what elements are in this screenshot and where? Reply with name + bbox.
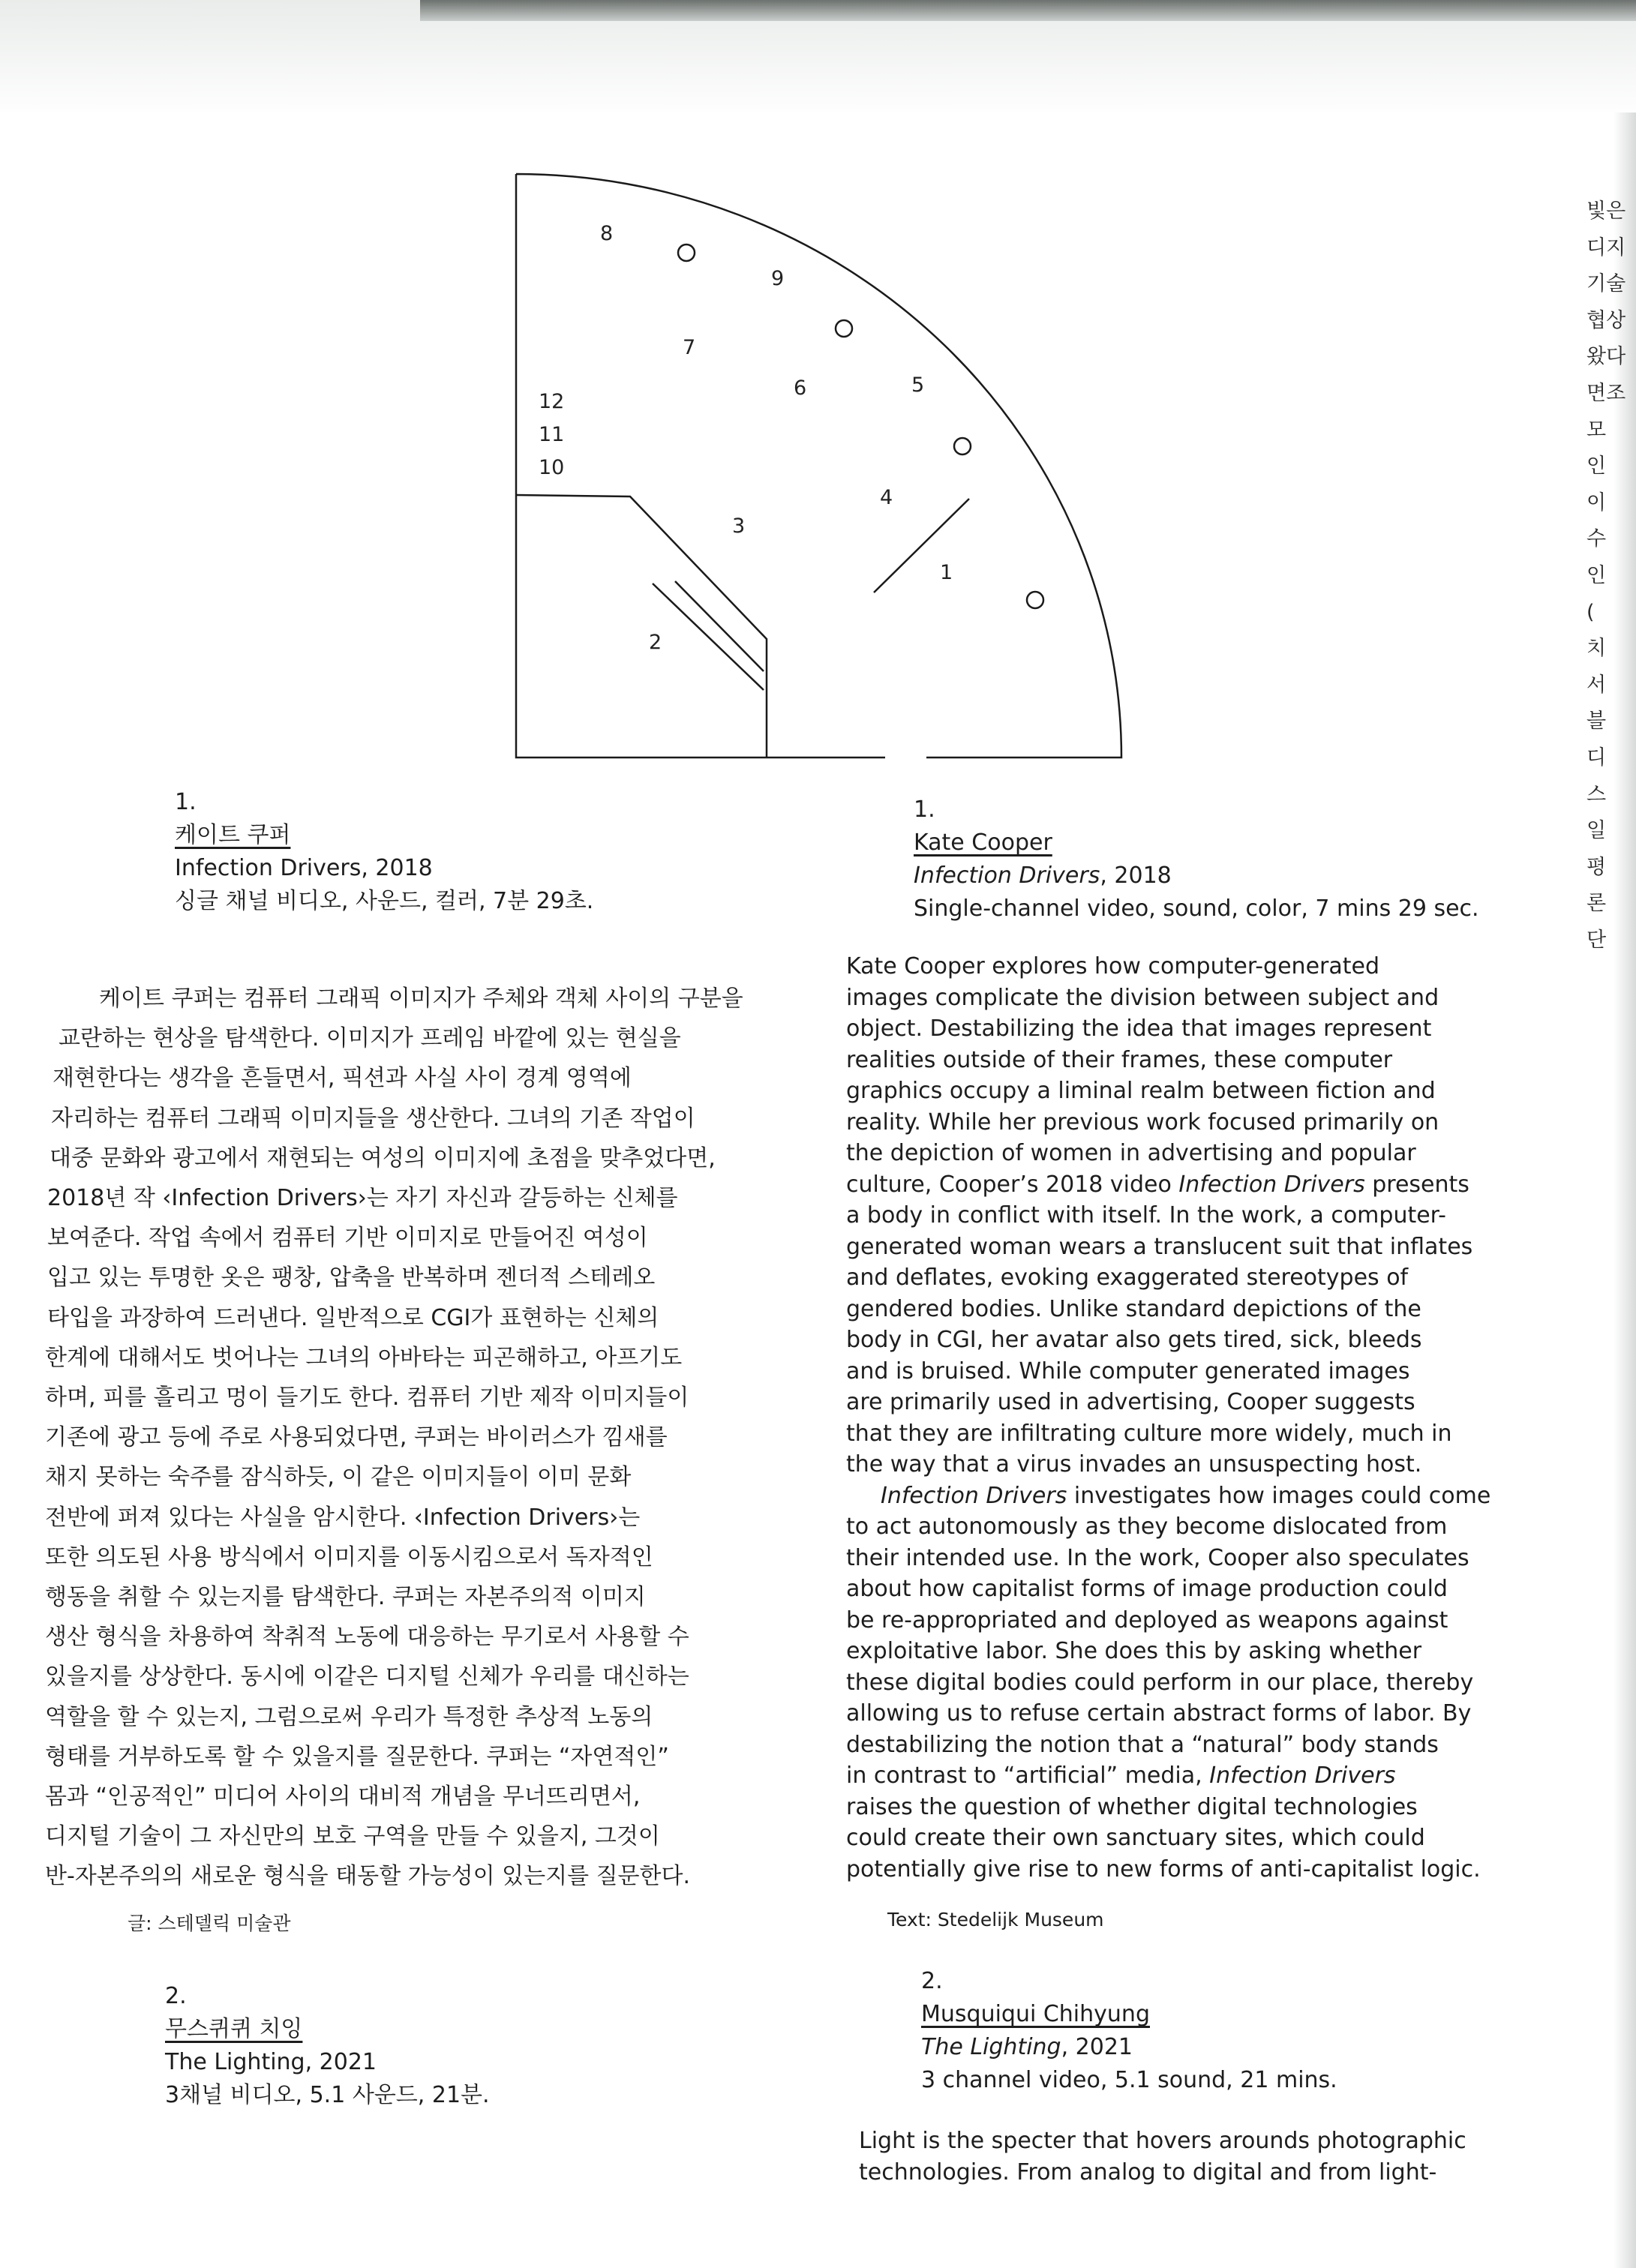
kor-line: 채지 못하는 숙주를 잠식하듯, 이 같은 이미지들이 이미 문화	[45, 1464, 632, 1491]
edge-fragment: (	[1586, 600, 1595, 624]
caption-artist: 무스퀴퀴 치잉	[165, 2016, 303, 2042]
kor-line: 또한 의도된 사용 방식에서 이미지를 이동시킴으로서 독자적인	[45, 1544, 653, 1570]
kor-line: 전반에 퍼져 있다는 사실을 암시한다. ‹Infection Drivers›는	[45, 1504, 641, 1531]
caption-year: , 2021	[1061, 2034, 1133, 2060]
plan-label-5: 5	[911, 374, 925, 397]
plan-diagonal-wall-c	[874, 499, 969, 592]
caption-title-line	[914, 860, 1479, 892]
plan-label-4: 4	[880, 486, 893, 509]
caption-title: Infection Drivers	[914, 862, 1100, 889]
eng-line: could create their own sanctuary sites, which could	[846, 1825, 1425, 1851]
next-page-edge-text	[1586, 194, 1631, 958]
kor-line: 재현한다는 생각을 흔들면서, 픽션과 사실 사이 경계 영역에	[53, 1065, 632, 1092]
plan-label-7: 7	[683, 336, 696, 359]
caption-number: 1.	[175, 789, 197, 815]
caption-details: Single-channel video, sound, color, 7 mins 29 sec.	[914, 896, 1479, 922]
kor-credit: 글: 스테델릭 미술관	[128, 1912, 291, 1934]
caption-details: 3채널 비디오, 5.1 사운드, 21분.	[165, 2082, 490, 2108]
eng-inline-title: Infection Drivers	[1178, 1171, 1365, 1198]
kor-line: 몸과 “인공적인” 미디어 사이의 대비적 개념을 무너뜨리면서,	[45, 1784, 641, 1810]
edge-fragment: 왔다	[1586, 345, 1626, 369]
kor-line: 형태를 거부하도록 할 수 있을지를 질문한다. 쿠퍼는 “자연적인”	[45, 1743, 669, 1770]
eng-line: Kate Cooper explores how computer-generated	[846, 953, 1380, 980]
kor-line: 자리하는 컴퓨터 그래픽 이미지들을 생산한다. 그녀의 기존 작업이	[51, 1105, 695, 1132]
eng-credit: Text: Stedelijk Museum	[887, 1909, 1104, 1930]
kor-line: 타입을 과장하여 드러낸다. 일반적으로 CGI가 표현하는 신체의	[47, 1304, 659, 1331]
edge-fragment: 평	[1586, 855, 1607, 879]
eng-line: are primarily used in advertising, Cooper suggests	[846, 1389, 1415, 1415]
eng-line: and deflates, evoking exaggerated stereotypes of	[846, 1264, 1409, 1291]
plan-label-6: 6	[794, 376, 807, 400]
eng-line-part: in contrast to “artificial” media,	[846, 1762, 1210, 1789]
eng-line	[846, 1169, 1521, 1201]
kor-line: 하며, 피를 흘리고 멍이 들기도 한다. 컴퓨터 기반 제작 이미지들이	[45, 1384, 689, 1412]
eng-line: technologies. From analog to digital and from light-	[859, 2159, 1437, 2186]
caption-title: Infection Drivers, 2018	[175, 855, 433, 881]
caption-number: 1.	[914, 796, 935, 823]
edge-fragment: 인	[1586, 454, 1607, 478]
kor-line: 반-자본주의의 새로운 형식을 태동할 가능성이 있는지를 질문한다.	[45, 1863, 691, 1890]
eng-line-part: investigates how images could come	[1067, 1482, 1491, 1509]
caption-artist: Musquiqui Chihyung	[921, 2001, 1150, 2027]
eng-caption-1	[914, 794, 1479, 926]
eng-line: reality. While her previous work focused primarily on	[846, 1108, 1439, 1136]
edge-fragment: 인	[1586, 563, 1607, 587]
kor-line: 교란하는 현상을 탐색한다. 이미지가 프레임 바깥에 있는 현실을	[59, 1025, 681, 1052]
edge-fragment: 기술	[1586, 272, 1626, 296]
eng-line: to act autonomously as they become dislocated from	[846, 1514, 1448, 1540]
plan-label-1: 1	[940, 561, 953, 584]
edge-fragment: 이	[1586, 490, 1607, 514]
eng-line: realities outside of their frames, these computer	[846, 1046, 1393, 1073]
kor-line: 있을지를 상상한다. 동시에 이같은 디지털 신체가 우리를 대신하는	[45, 1664, 689, 1690]
plan-label-12: 12	[539, 390, 565, 413]
plan-circle	[954, 438, 971, 454]
eng-line: the depiction of women in advertising and popular	[846, 1140, 1416, 1166]
edge-fragment: 단	[1586, 928, 1607, 952]
kor-line: 디지털 기술이 그 자신만의 보호 구역을 만들 수 있을지, 그것이	[45, 1823, 660, 1850]
kor-caption-1	[175, 786, 593, 918]
book-spine-edge	[420, 0, 1636, 21]
caption-details: 싱글 채널 비디오, 사운드, 컬러, 7분 29초.	[175, 888, 594, 914]
kor-line: 입고 있는 투명한 옷은 팽창, 압축을 반복하며 젠더적 스테레오	[47, 1264, 656, 1292]
edge-fragment: 론	[1586, 892, 1607, 916]
eng-body-text-2	[859, 2126, 1534, 2188]
eng-line: graphics occupy a liminal realm between fiction and	[846, 1078, 1436, 1104]
plan-label-8: 8	[600, 222, 614, 245]
edge-fragment: 디지	[1586, 236, 1626, 260]
plan-label-3: 3	[732, 514, 746, 538]
plan-diagonal-wall-a	[675, 581, 764, 671]
eng-line	[846, 1760, 1521, 1792]
eng-line: be re-appropriated and deployed as weapons against	[846, 1606, 1448, 1634]
plan-label-9: 9	[771, 267, 785, 290]
eng-line: destabilizing the notion that a “natural” body stands	[846, 1731, 1439, 1758]
edge-fragment: 빛은	[1586, 200, 1626, 223]
eng-body-text	[846, 951, 1521, 1885]
eng-line: that they are infiltrating culture more widely, much in	[846, 1420, 1452, 1447]
edge-fragment: 치	[1586, 637, 1607, 661]
kor-line: 대중 문화와 광고에서 재현되는 여성의 이미지에 초점을 맞추었다면,	[50, 1144, 716, 1172]
plan-circle	[678, 244, 695, 261]
eng-line: these digital bodies could perform in our place, thereby	[846, 1669, 1474, 1696]
eng-line: images complicate the division between subject and	[846, 984, 1439, 1011]
plan-label-10: 10	[539, 456, 565, 479]
eng-caption-2	[921, 1965, 1337, 2097]
kor-line: 보여준다. 작업 속에서 컴퓨터 기반 이미지로 만들어진 여성이	[47, 1225, 648, 1252]
eng-line: object. Destabilizing the idea that images represent	[846, 1016, 1432, 1042]
kor-line: 행동을 취할 수 있는지를 탐색한다. 쿠퍼는 자본주의적 이미지	[45, 1584, 646, 1611]
floor-plan-diagram	[495, 165, 1140, 788]
plan-circle	[836, 320, 852, 337]
eng-line: a body in conflict with itself. In the work, a computer-	[846, 1202, 1446, 1228]
plan-label-11: 11	[539, 423, 565, 446]
caption-artist: 케이트 쿠퍼	[175, 822, 291, 848]
eng-line: allowing us to refuse certain abstract forms of labor. By	[846, 1700, 1472, 1726]
kor-line: 역할을 할 수 있는지, 그럼으로써 우리가 특정한 추상적 노동의	[45, 1703, 653, 1730]
eng-line: potentially give rise to new forms of anti-capitalist logic.	[846, 1856, 1481, 1882]
eng-line: the way that a virus invades an unsuspecting host.	[846, 1451, 1422, 1478]
caption-title-line	[921, 2031, 1337, 2064]
caption-number: 2.	[165, 1983, 187, 2009]
caption-year: , 2018	[1100, 862, 1172, 889]
plan-label-2: 2	[649, 631, 662, 654]
eng-line: body in CGI, her avatar also gets tired, sick, bleeds	[846, 1327, 1422, 1353]
edge-fragment: 일	[1586, 819, 1607, 843]
caption-title: The Lighting	[921, 2034, 1061, 2060]
eng-line: about how capitalist forms of image production could	[846, 1576, 1448, 1602]
eng-line: and is bruised. While computer generated images	[846, 1358, 1410, 1384]
floor-plan-svg	[495, 165, 1140, 788]
plan-partition	[516, 495, 767, 758]
edge-fragment: 서	[1586, 673, 1607, 697]
edge-fragment: 수	[1586, 527, 1607, 551]
plan-diagonal-wall-b	[653, 584, 764, 690]
caption-artist: Kate Cooper	[914, 830, 1052, 856]
edge-fragment: 모	[1586, 418, 1607, 442]
eng-inline-title: Infection Drivers	[881, 1482, 1067, 1509]
eng-line: gendered bodies. Unlike standard depictions of the	[846, 1295, 1421, 1322]
kor-line: 생산 형식을 차용하여 착취적 노동에 대응하는 무기로서 사용할 수	[45, 1624, 689, 1651]
kor-caption-2	[165, 1980, 490, 2112]
caption-number: 2.	[921, 1968, 943, 1994]
caption-details: 3 channel video, 5.1 sound, 21 mins.	[921, 2067, 1337, 2093]
eng-line: exploitative labor. She does this by asking whether	[846, 1638, 1422, 1664]
eng-line: their intended use. In the work, Cooper also speculates	[846, 1544, 1469, 1571]
kor-body-text	[45, 979, 788, 1897]
eng-line: raises the question of whether digital technologies	[846, 1793, 1418, 1820]
eng-line	[846, 1480, 1521, 1512]
edge-fragment: 블	[1586, 710, 1607, 734]
eng-line-part: culture, Cooper’s 2018 video	[846, 1171, 1179, 1198]
eng-line: generated woman wears a translucent suit that inflates	[846, 1233, 1473, 1260]
kor-line: 2018년 작 ‹Infection Drivers›는 자기 자신과 갈등하는 신체를	[47, 1185, 678, 1212]
edge-fragment: 디	[1586, 746, 1607, 770]
eng-inline-title: Infection Drivers	[1209, 1762, 1396, 1789]
eng-line-part: presents	[1364, 1171, 1469, 1198]
edge-fragment: 스	[1586, 782, 1607, 806]
kor-line: 기존에 광고 등에 주로 사용되었다면, 쿠퍼는 바이러스가 낌새를	[45, 1424, 668, 1451]
caption-title: The Lighting, 2021	[165, 2049, 377, 2075]
edge-fragment: 면조	[1586, 381, 1626, 405]
plan-circle	[1027, 592, 1043, 608]
eng-line: Light is the specter that hovers arounds photographic	[859, 2128, 1466, 2154]
edge-fragment: 협상	[1586, 308, 1626, 332]
kor-line: 한계에 대해서도 벗어나는 그녀의 아바타는 피곤해하고, 아프기도	[45, 1344, 683, 1371]
kor-line: 케이트 쿠퍼는 컴퓨터 그래픽 이미지가 주체와 객체 사이의 구분을	[99, 986, 743, 1012]
plan-outer-wall	[516, 174, 1121, 758]
